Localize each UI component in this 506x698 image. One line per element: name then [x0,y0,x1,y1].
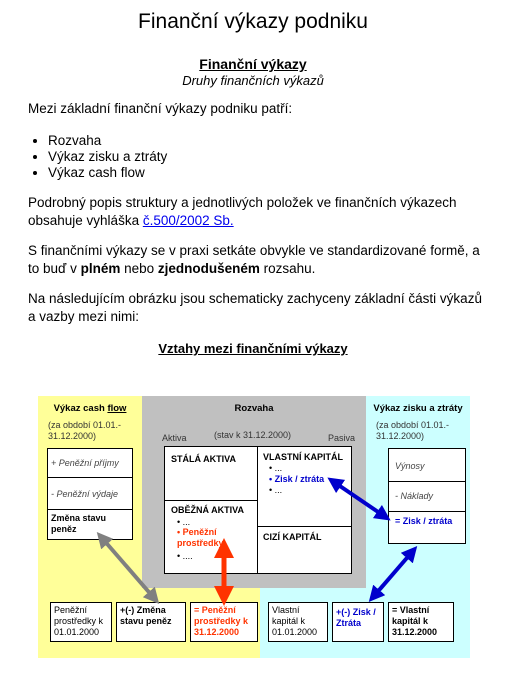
current-assets-dots: • ... [177,517,191,527]
income-period: (za období 01.01.- 31.12.2000) [376,420,450,441]
text-fragment: nebo [120,261,158,276]
current-assets-dots: • .... [177,551,193,561]
text-fragment: rozsahu. [259,261,316,276]
equity: VLASTNÍ KAPITÁL [263,452,343,462]
fixed-assets: STÁLÁ AKTIVA [171,454,236,464]
equity-opening: Vlastní kapitál k 01.01.2000 [272,605,318,637]
costs: - Náklady [395,491,434,501]
regulation-text: Podrobný popis struktury a jednotlivých položek ve finančních výkazech obsahuje vyhláška [28,195,457,228]
profit-equity-arrow [374,552,412,596]
cash-closing: = Peněžní prostředky k 31.12.2000 [194,605,249,637]
dots: ... [274,485,283,495]
statement-list [28,133,167,181]
dots: ... [182,517,191,527]
equity-dots: • ... [269,463,283,473]
cashflow-expenses: - Peněžní výdaje [51,489,119,499]
liabilities: CIZÍ KAPITÁL [263,532,322,542]
equity-dots: • ... [269,485,283,495]
cashflow-period: (za období 01.01.- 31.12.2000) [48,420,122,441]
cash-item: • Peněžní prostředky [177,527,224,548]
intro-paragraph: Mezi základní finanční výkazy podniku patří: [28,101,293,116]
profit-balance-arrow [334,482,384,516]
regulation-paragraph [28,194,488,230]
text-fragment: S finančními výkazy se v praxi setkáte obvykle ve standardizované formě, a to buď v [28,243,480,276]
cash-item-text: Peněžní prostředky [177,527,224,548]
list-item: • Rozvaha [48,133,167,149]
arrows-layer [38,396,470,658]
list-item: • Výkaz zisku a ztráty [48,149,167,165]
bold-full: plném [80,261,121,276]
diagram-intro-paragraph: Na následujícím obrázku jsou schematicky zachyceny základní části výkazů a vazby mezi nimi: [28,291,482,324]
pasiva-label: Pasiva [328,433,356,443]
equity-closing: = Vlastní kapitál k 31.12.2000 [392,605,438,637]
page-title: Finanční výkazy podniku [138,10,368,33]
list-item: • Výkaz cash flow [48,165,167,181]
current-assets: OBĚŽNÁ AKTIVA [171,505,244,515]
revenues: Výnosy [395,461,425,471]
cashflow-change: Změna stavu peněz [51,513,107,534]
cashflow-title-text: Výkaz cash [53,403,108,414]
financial-statements-diagram [38,396,470,658]
aktiva-label: Aktiva [162,433,187,443]
profit-loss-item: • Zisk / ztráta [269,474,325,484]
balance-date: (stav k 31.12.2000) [214,430,292,440]
cash-change-arrow [102,538,154,598]
forms-paragraph [28,242,488,278]
cashflow-receipts: + Peněžní příjmy [51,458,119,468]
dots: ... [274,463,283,473]
bold-simplified: zjednodušeném [157,261,260,276]
section-title: Finanční výkazy [199,56,307,72]
dots: .... [182,551,193,561]
cashflow-title-underlined: flow [107,403,127,414]
cash-change: +(-) Změna stavu peněz [120,605,172,626]
regulation-link[interactable]: č.500/2002 Sb. [142,213,234,228]
cash-opening: Peněžní prostředky k 01.01.2000 [54,605,104,637]
income-profit-loss: = Zisk / ztráta [395,516,453,526]
profit-change: +(-) Zisk / Ztráta [336,607,376,628]
profit-loss-text: Zisk / ztráta [274,474,325,484]
income-title: Výkaz zisku a ztráty [373,403,463,414]
diagram-title: Vztahy mezi finančními výkazy [158,341,348,356]
balance-title: Rozvaha [234,403,274,414]
section-subtitle: Druhy finančních výkazů [182,73,324,88]
